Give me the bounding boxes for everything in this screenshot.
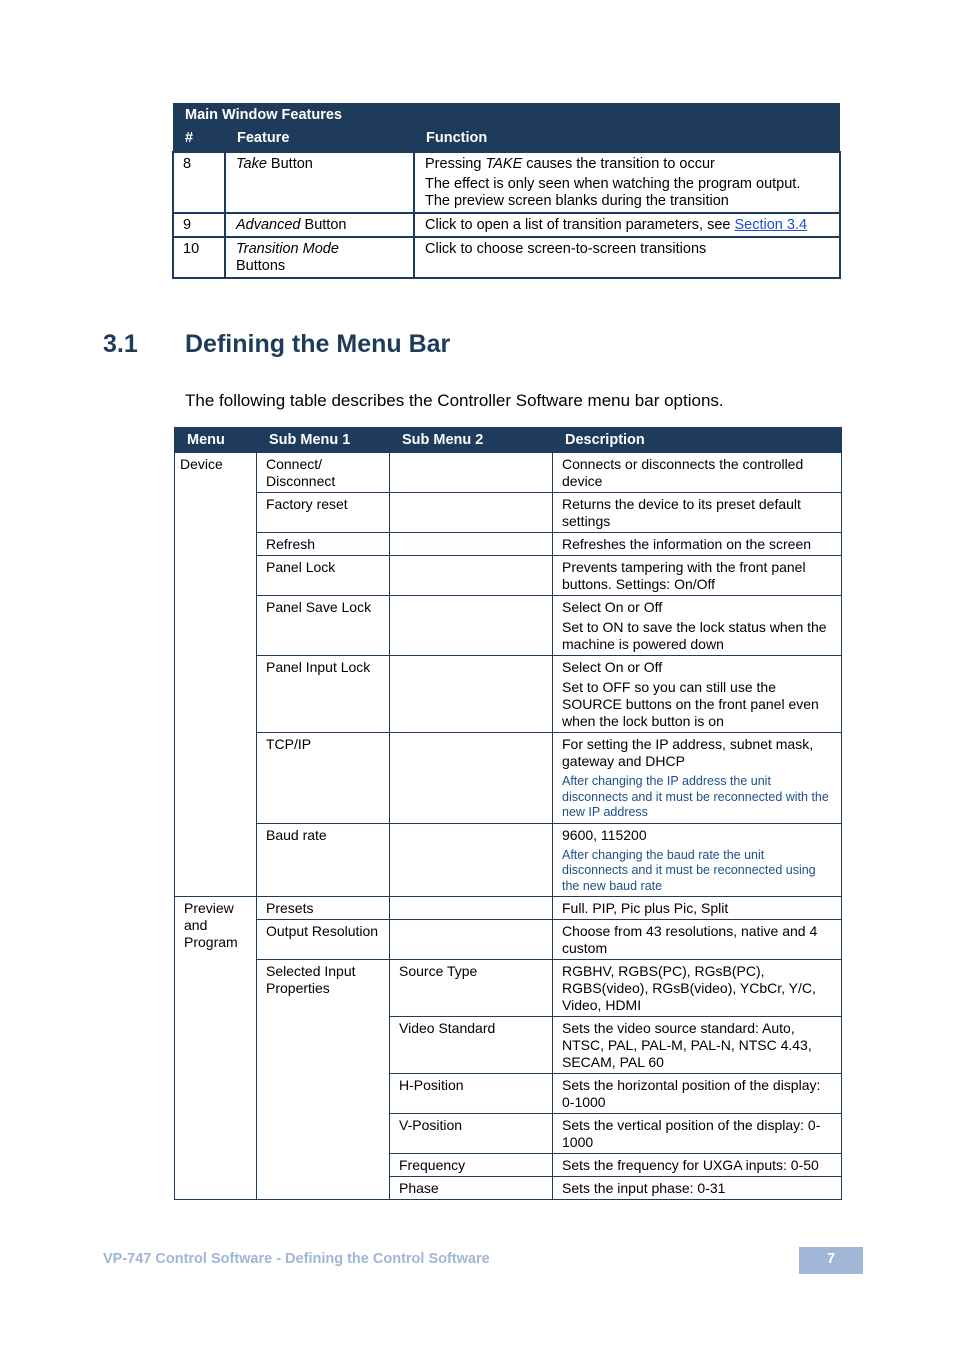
table-row	[175, 920, 842, 960]
col-header-description: Description	[553, 428, 842, 453]
sub-menu-1-cell: TCP/IP	[257, 733, 390, 824]
description-cell	[553, 823, 842, 897]
table-column-headers	[173, 127, 840, 152]
page-footer: VP-747 Control Software - Defining the Control Software	[103, 1251, 490, 1267]
description-cell: Connects or disconnects the controlled device	[553, 453, 842, 493]
row-number: 9	[183, 217, 192, 233]
sub-menu-2-cell	[390, 920, 553, 960]
sub-menu-2-cell	[390, 733, 553, 824]
table-row	[175, 493, 842, 533]
function-text: Click to open a list of transition parameters, see	[425, 217, 735, 233]
intro-paragraph: The following table describes the Controller Software menu bar options.	[185, 391, 724, 410]
table-row	[175, 897, 842, 920]
sub-menu-2-cell: Video Standard	[390, 1017, 553, 1074]
col-header-sub-menu-1: Sub Menu 1	[257, 428, 390, 453]
sub-menu-2-cell: V-Position	[390, 1114, 553, 1154]
sub-menu-1-cell: Connect/ Disconnect	[257, 453, 390, 493]
sub-menu-1-cell: Refresh	[257, 533, 390, 556]
col-header-num: #	[185, 130, 194, 146]
description-cell	[553, 733, 842, 824]
feature-suffix: Button	[266, 156, 313, 172]
table-row	[175, 733, 842, 824]
main-window-features-table	[172, 103, 841, 279]
sub-menu-2-cell	[390, 493, 553, 533]
description-text: Set to OFF so you can still use the SOURCE buttons on the front panel even when the lock button is on	[562, 679, 819, 729]
section-link[interactable]: Section 3.4	[734, 217, 808, 233]
sub-menu-2-cell: Source Type	[390, 960, 553, 1017]
sub-menu-2-cell: H-Position	[390, 1074, 553, 1114]
sub-menu-1-cell: Output Resolution	[257, 920, 390, 960]
page-number: 7	[799, 1247, 863, 1274]
sub-menu-1-cell: Selected Input Properties	[257, 960, 390, 1200]
sub-menu-2-cell	[390, 453, 553, 493]
description-text: 9600, 115200	[562, 826, 647, 843]
table-row	[173, 237, 840, 278]
table-row	[175, 960, 842, 1017]
description-cell: Sets the frequency for UXGA inputs: 0-50	[553, 1154, 842, 1177]
feature-cell	[226, 214, 413, 236]
description-cell: Sets the input phase: 0-31	[553, 1177, 842, 1200]
description-cell	[553, 596, 842, 656]
sub-menu-2-cell: Frequency	[390, 1154, 553, 1177]
sub-menu-2-cell	[390, 897, 553, 920]
function-cell	[415, 153, 839, 212]
description-cell: Sets the video source standard: Auto, NTSC, PAL, PAL-M, PAL-N, NTSC 4.43, SECAM, PAL 60	[553, 1017, 842, 1074]
description-cell: RGBHV, RGBS(PC), RGsB(PC), RGBS(video), RGsB(video), YCbCr, Y/C, Video, HDMI	[553, 960, 842, 1017]
function-text: causes the transition to occur	[522, 156, 715, 172]
function-cell: Click to choose screen-to-screen transitions	[425, 241, 707, 257]
description-cell: Prevents tampering with the front panel buttons. Settings: On/Off	[553, 556, 842, 596]
description-cell: Sets the horizontal position of the display: 0-1000	[553, 1074, 842, 1114]
table-column-headers	[175, 428, 842, 453]
table-row	[175, 823, 842, 897]
table-header-row	[173, 103, 840, 127]
description-cell: Choose from 43 resolutions, native and 4 custom	[553, 920, 842, 960]
menu-device: Device	[175, 453, 257, 897]
sub-menu-2-cell	[390, 533, 553, 556]
menu-preview-and-program: Preview and Program	[175, 897, 257, 1200]
feature-cell	[226, 153, 413, 175]
feature-suffix: Button	[300, 217, 347, 233]
function-cell	[415, 214, 839, 236]
table-title: Main Window Features	[185, 107, 342, 123]
description-cell: Sets the vertical position of the display: 0-1000	[553, 1114, 842, 1154]
description-text: Set to ON to save the lock status when the machine is powered down	[562, 619, 827, 652]
sub-menu-1-cell: Factory reset	[257, 493, 390, 533]
feature-suffix: Buttons	[236, 258, 286, 274]
section-number: 3.1	[103, 330, 138, 358]
description-cell	[553, 656, 842, 733]
description-cell: Returns the device to its preset default settings	[553, 493, 842, 533]
sub-menu-2-cell	[390, 823, 553, 897]
section-title: Defining the Menu Bar	[185, 330, 451, 358]
description-text: Select On or Off	[562, 659, 663, 675]
sub-menu-2-cell: Phase	[390, 1177, 553, 1200]
col-header-sub-menu-2: Sub Menu 2	[390, 428, 553, 453]
feature-name: Advanced	[236, 217, 301, 233]
function-emphasis: TAKE	[485, 156, 523, 172]
sub-menu-1-cell: Panel Lock	[257, 556, 390, 596]
sub-menu-2-cell	[390, 656, 553, 733]
description-note: After changing the baud rate the unit disconnects and it must be reconnected using the new baud rate	[562, 847, 816, 893]
sub-menu-1-cell: Panel Input Lock	[257, 656, 390, 733]
description-text: Select On or Off	[562, 599, 663, 615]
row-number: 10	[183, 241, 200, 257]
sub-menu-2-cell	[390, 596, 553, 656]
table-row	[175, 596, 842, 656]
sub-menu-1-cell: Baud rate	[257, 823, 390, 897]
table-row	[175, 656, 842, 733]
feature-name: Take	[236, 156, 267, 172]
menu-bar-table	[174, 427, 842, 1200]
sub-menu-1-cell: Presets	[257, 897, 390, 920]
col-header-feature: Feature	[237, 130, 290, 146]
feature-name: Transition Mode	[236, 241, 339, 257]
description-note: After changing the IP address the unit disconnects and it must be reconnected with the new IP address	[562, 774, 829, 819]
col-header-menu: Menu	[175, 428, 257, 453]
table-row	[175, 533, 842, 556]
description-text: For setting the IP address, subnet mask, gateway and DHCP	[562, 736, 814, 769]
sub-menu-2-cell	[390, 556, 553, 596]
function-note: The effect is only seen when watching the program output. The preview screen blanks during the transition	[425, 176, 801, 209]
table-row	[175, 556, 842, 596]
col-header-function: Function	[426, 130, 488, 146]
feature-cell	[226, 238, 413, 277]
function-text: Pressing	[425, 156, 486, 172]
row-number: 8	[183, 156, 192, 172]
description-cell: Refreshes the information on the screen	[553, 533, 842, 556]
sub-menu-1-cell: Panel Save Lock	[257, 596, 390, 656]
table-row	[173, 213, 840, 237]
table-row	[173, 152, 840, 213]
table-row	[175, 453, 842, 493]
description-cell: Full. PIP, Pic plus Pic, Split	[553, 897, 842, 920]
